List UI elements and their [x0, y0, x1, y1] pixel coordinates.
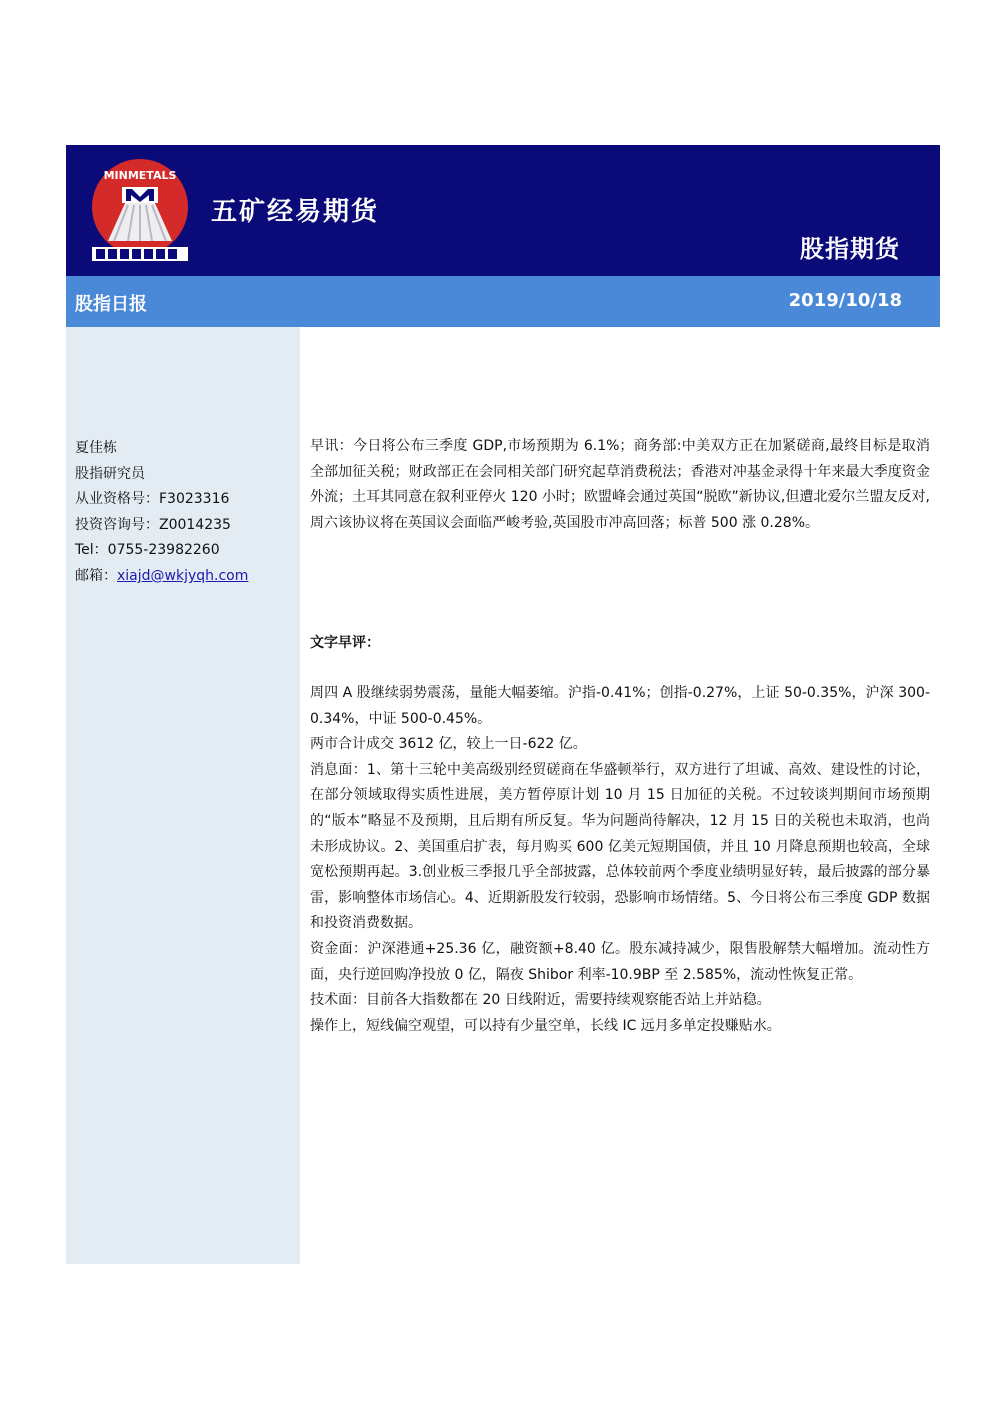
- logo-text: MINMETALS: [103, 169, 177, 182]
- report-subbar: [66, 276, 940, 327]
- author-license: 从业资格号：F3023316: [75, 491, 230, 508]
- company-name: 五矿经易期货: [211, 197, 380, 227]
- report-date: 2019/10/18: [788, 290, 902, 311]
- paragraph: 周四 A 股继续弱势震荡，量能大幅萎缩。沪指-0.41%；创指-0.27%，上证 50-0.35%，沪深 300-0.34%，中证 500-0.45%。: [310, 684, 930, 727]
- paragraph: 消息面：1、第十三轮中美高级别经贸磋商在华盛顿举行，双方进行了坦诚、高效、建设性的讨论，在部分领域取得实质性进展，美方暂停原计划 10 月 15 日加征的关税。不过较谈判期间市场预期的“版本”略显不及预期，且后期有所反复。华为问题尚待解决，12 月 15 日的关税也未取消，也尚未形成协议。2、美国重启扩表，每月购买 600 亿美元短期国债，并且 10 月降息预期也较高，全球宽松预期再起。3.创业板三季报几乎全部披露，总体较前两个季度业绩明显好转，最后披露的部分暴雷，影响整体市场信心。4、近期新股发行较弱，恐影响市场情绪。5、今日将公布三季度 GDP 数据和投资消费数据。: [310, 761, 930, 932]
- morning-news: 早讯：今日将公布三季度 GDP,市场预期为 6.1%；商务部:中美双方正在加紧磋商,最终目标是取消全部加征关税；财政部正在会同相关部门研究起草消费税法；香港对冲基金录得十年来最大季度资金外流；土耳其同意在叙利亚停火 120 小时；欧盟峰会通过英国“脱欧”新协议,但遭北爱尔兰盟友反对,周六该协议将在英国议会面临严峻考验,英国股市冲高回落；标普 500 涨 0.28%。: [310, 438, 930, 531]
- author-title: 股指研究员: [75, 465, 145, 482]
- paragraph: 两市合计成交 3612 亿，较上一日-622 亿。: [310, 736, 587, 753]
- minmetals-logo: [88, 157, 192, 263]
- report-name: 股指日报: [75, 294, 147, 315]
- author-sidebar: [66, 327, 300, 1264]
- paragraph: 操作上，短线偏空观望，可以持有少量空单，长线 IC 远月多单定投赚贴水。: [310, 1017, 781, 1034]
- author-email-row: [75, 564, 248, 590]
- commentary: [310, 681, 930, 1039]
- author-name: 夏佳栋: [75, 440, 117, 456]
- author-tel: Tel：0755-23982260: [75, 542, 220, 559]
- report-content: [310, 434, 930, 1039]
- logo-emblem-icon: [88, 157, 192, 263]
- paragraph: 资金面：沪深港通+25.36 亿，融资额+8.40 亿。股东减持减少，限售股解禁大幅增加。流动性方面，央行逆回购净投放 0 亿，隔夜 Shibor 利率-10.9BP 至 2.585%，流动性恢复正常。: [310, 940, 930, 983]
- author-consult: 投资咨询号：Z0014235: [75, 516, 231, 533]
- paragraph: 技术面：目前各大指数都在 20 日线附近，需要持续观察能否站上并站稳。: [310, 992, 771, 1009]
- section-title: 文字早评：: [310, 635, 380, 652]
- header-banner: [66, 145, 940, 276]
- author-info: [75, 436, 248, 590]
- email-label: 邮箱：: [75, 567, 117, 584]
- product-title: 股指期货: [800, 235, 900, 263]
- email-link[interactable]: xiajd@wkjyqh.com: [117, 567, 249, 584]
